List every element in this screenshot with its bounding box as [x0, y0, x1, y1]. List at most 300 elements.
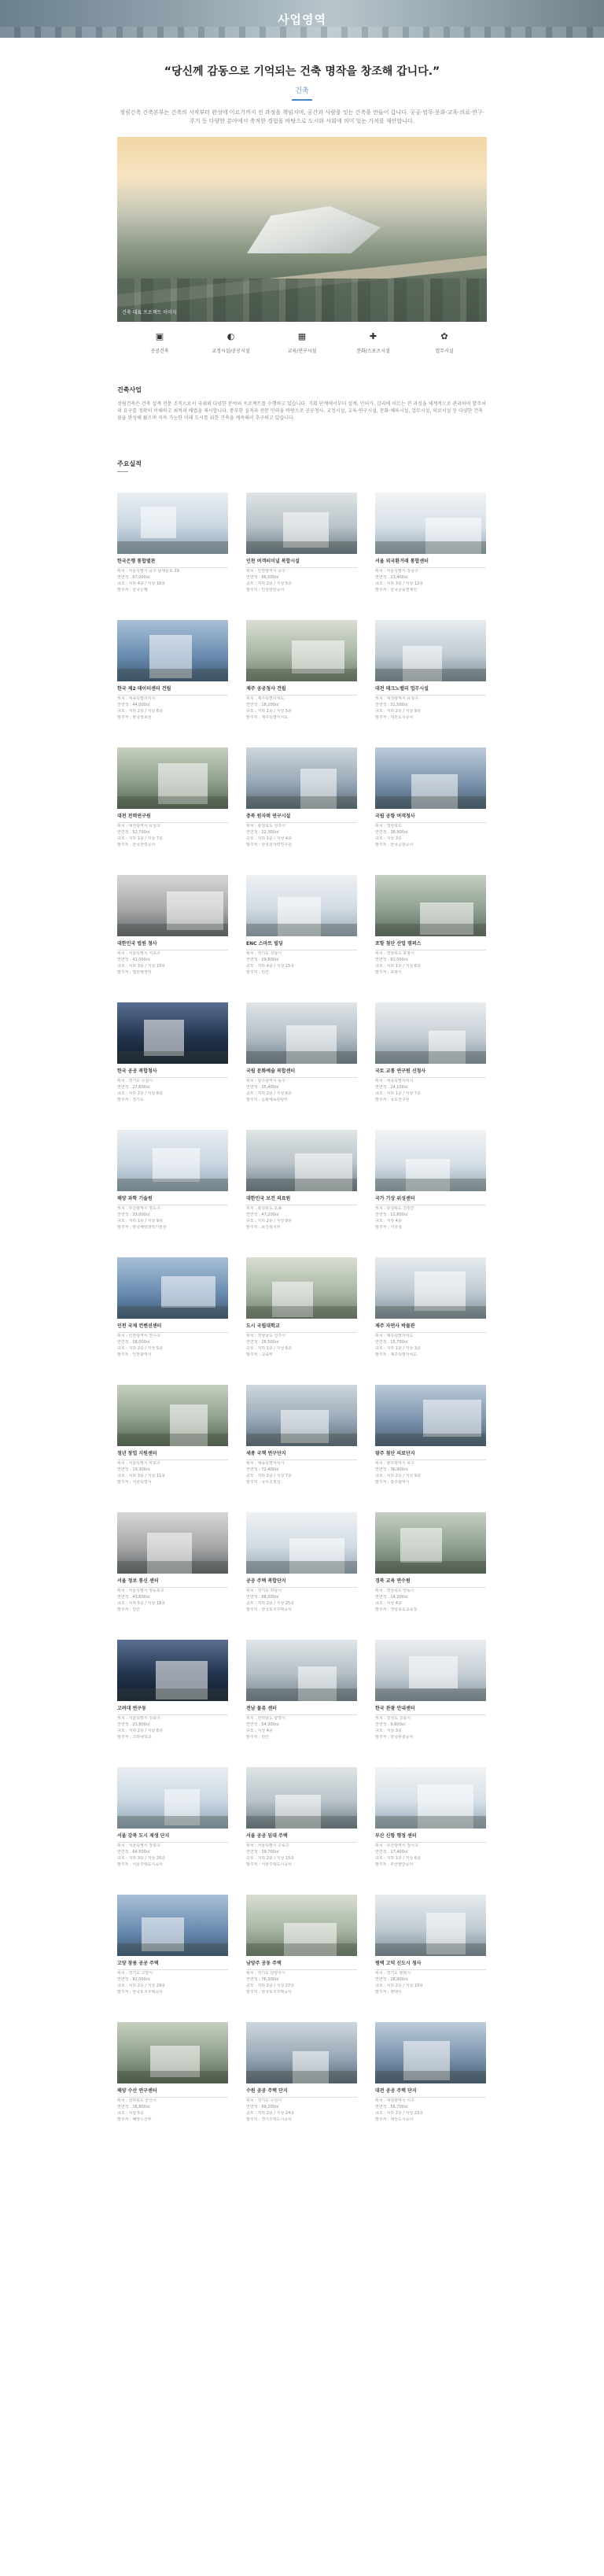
project-image[interactable]	[375, 747, 486, 809]
project-card[interactable]	[117, 1512, 228, 1613]
category-item-office[interactable]	[413, 331, 476, 354]
image-ground-shape	[117, 1561, 228, 1574]
project-card[interactable]	[117, 747, 228, 848]
project-detail: 위치 : 충청북도 진천군	[375, 1206, 414, 1211]
project-detail: 발주처 : 서울주택도시공사	[117, 1862, 163, 1867]
project-title[interactable]: 청년 창업 지원센터	[117, 1451, 157, 1456]
category-label-text: 교정시설/공공시설	[212, 349, 250, 354]
project-detail: 규모 : 지하 1층 / 지상 3층	[375, 1346, 421, 1351]
project-title[interactable]: 한국은행 통합별관	[117, 559, 156, 564]
image-building-shape	[161, 1276, 215, 1308]
project-title[interactable]: 경북 교육 연수원	[375, 1578, 411, 1584]
project-detail: 연면적 : 9,600㎡	[375, 1722, 406, 1727]
image-ground-shape	[246, 1688, 357, 1701]
project-detail: 연면적 : 28,900㎡	[375, 1977, 408, 1982]
project-card[interactable]	[375, 1385, 486, 1485]
project-detail: 규모 : 지하 3층 / 지상 12층	[375, 581, 424, 586]
project-detail: 규모 : 지하 1층 / 지상 4층	[246, 836, 292, 841]
project-detail: 발주처 : 인천항만공사	[246, 588, 285, 592]
project-card[interactable]	[246, 1512, 357, 1613]
project-card[interactable]	[117, 1130, 228, 1231]
image-ground-shape	[375, 1179, 486, 1191]
project-detail: 규모 : 지하 2층 / 지상 6층	[117, 709, 163, 714]
category-item-education[interactable]	[271, 331, 333, 354]
project-detail: 연면적 : 15,700㎡	[375, 1340, 408, 1345]
image-ground-shape	[117, 1051, 228, 1064]
image-ground-shape	[117, 924, 228, 936]
project-divider	[117, 822, 228, 823]
project-detail: 연면적 : 12,800㎡	[375, 1212, 408, 1217]
project-detail: 연면적 : 66,000㎡	[246, 575, 279, 580]
project-detail: 발주처 : 법원행정처	[117, 970, 152, 975]
category-label-text: 공공건축	[150, 349, 169, 354]
project-card[interactable]	[246, 1257, 357, 1358]
project-card[interactable]	[117, 1640, 228, 1740]
category-icon-nav	[117, 331, 487, 354]
project-image[interactable]	[375, 1895, 486, 1956]
project-divider	[375, 1587, 486, 1588]
image-ground-shape	[375, 1306, 486, 1319]
project-detail: 발주처 : 부산항만공사	[375, 1862, 414, 1867]
project-detail: 위치 : 강원도 강릉시	[375, 1716, 411, 1721]
project-title[interactable]: 국립 공항 여객청사	[375, 814, 415, 819]
works-title: 주요실적	[117, 460, 142, 467]
project-divider	[246, 1077, 357, 1078]
project-detail: 위치 : 경기도 남양주시	[246, 1971, 285, 1976]
project-detail: 규모 : 지상 3층	[375, 836, 402, 841]
project-image[interactable]	[246, 1640, 357, 1701]
project-detail: 연면적 : 92,000㎡	[117, 1977, 150, 1982]
project-detail: 발주처 : 민간	[246, 970, 270, 975]
project-detail: 위치 : 서울특별시 중구 남대문로 39	[117, 569, 179, 574]
overview-text: 정림건축은 건축 설계 전문 조직으로서 국내외 다양한 분야의 프로젝트를 수행하고 있습니다. 기획 단계에서부터 설계, 인허가, 감리에 이르는 전 과정을 체계적으로 관리하며 발주처의 요구를 정확히 이해하고 최적의 해법을 제시합니다. 풍부한 실적과 전문 인력을 바탕으로 공공청사, 교정시설, 교육·연구시설, 문화·체육시설, 업무시설, 의료시설 등 다양한 건축물을 완성해 왔으며 지속 가능한 미래 도시를 위한 건축을 계속해서 추구하고 있습니다.	[117, 401, 486, 421]
project-card[interactable]	[117, 1257, 228, 1358]
project-detail: 발주처 : 한국관광공사	[375, 1735, 414, 1740]
project-image[interactable]	[246, 1767, 357, 1829]
project-detail: 발주처 : 보건복지부	[246, 1225, 281, 1230]
hospital-icon: ✚	[369, 331, 378, 341]
project-divider	[117, 1969, 228, 1970]
project-image[interactable]	[375, 2022, 486, 2083]
project-detail: 연면적 : 31,500㎡	[375, 703, 408, 707]
project-card[interactable]	[375, 1640, 486, 1740]
category-item-public[interactable]	[128, 331, 191, 354]
project-card[interactable]	[117, 1385, 228, 1485]
project-detail: 발주처 : 경기도	[117, 1098, 144, 1102]
project-image[interactable]	[117, 1512, 228, 1574]
project-divider	[117, 1077, 228, 1078]
project-card[interactable]	[117, 620, 228, 721]
project-detail: 규모 : 지상 3층	[375, 1729, 402, 1733]
project-detail: 발주처 : 민간	[117, 1607, 141, 1612]
image-ground-shape	[117, 541, 228, 554]
project-title[interactable]: 대한민국 보건 의료원	[246, 1196, 291, 1201]
project-detail: 위치 : 세종특별자치시	[117, 696, 156, 701]
project-image[interactable]	[246, 1130, 357, 1191]
project-card[interactable]	[375, 620, 486, 721]
project-detail: 연면적 : 47,200㎡	[246, 1212, 279, 1217]
project-detail: 위치 : 서울특별시 마포구	[117, 1461, 160, 1466]
project-card[interactable]	[375, 747, 486, 848]
project-detail: 규모 : 지하 2층 / 지상 8층	[117, 1729, 163, 1733]
project-card[interactable]	[117, 493, 228, 593]
project-detail: 발주처 : 서울특별시	[117, 1480, 152, 1485]
project-title[interactable]: 인천 여객터미널 복합시설	[246, 559, 300, 564]
project-detail: 위치 : 경기도 고양시	[117, 1971, 153, 1976]
project-card[interactable]	[375, 1895, 486, 1995]
project-card[interactable]	[375, 875, 486, 976]
project-detail: 위치 : 전라북도 군산시	[117, 2098, 157, 2103]
project-divider	[117, 1332, 228, 1333]
project-divider	[246, 1332, 357, 1333]
image-ground-shape	[375, 1816, 486, 1829]
category-label: 건축	[295, 87, 309, 95]
project-title[interactable]: 인천 국제 컨벤션센터	[117, 1323, 162, 1329]
project-card[interactable]	[246, 875, 357, 976]
project-detail: 위치 : 세종특별자치시	[375, 1079, 414, 1083]
project-image[interactable]	[375, 875, 486, 936]
project-title[interactable]: 한국 관광 안내센터	[375, 1706, 415, 1711]
project-detail: 위치 : 경상남도 진주시	[246, 1334, 285, 1338]
project-card[interactable]	[117, 875, 228, 976]
project-detail: 발주처 : 경기주택도시공사	[246, 2117, 292, 2122]
image-ground-shape	[117, 796, 228, 809]
project-detail: 규모 : 지하 2층 / 지상 24층	[246, 2111, 295, 2116]
project-detail: 위치 : 서울특별시 영등포구	[117, 1589, 164, 1593]
project-image[interactable]	[246, 1512, 357, 1574]
project-image[interactable]	[117, 747, 228, 809]
project-card[interactable]	[375, 1767, 486, 1868]
project-image[interactable]	[246, 1385, 357, 1446]
project-detail: 발주처 : 한국토지주택공사	[246, 1607, 292, 1612]
project-image[interactable]	[375, 1130, 486, 1191]
project-divider	[117, 567, 228, 568]
project-detail: 규모 : 지하 2층 / 지상 9층	[375, 709, 421, 714]
project-detail: 규모 : 지하 5층 / 지상 18층	[117, 1601, 166, 1606]
project-detail: 규모 : 지하 2층 / 지상 7층	[246, 1474, 292, 1478]
project-card[interactable]	[246, 747, 357, 848]
project-divider	[246, 1842, 357, 1843]
project-title[interactable]: 대전 공공 주택 단지	[375, 2088, 417, 2094]
project-detail: 연면적 : 26,500㎡	[246, 1340, 279, 1345]
project-divider	[375, 1714, 486, 1715]
category-underline	[292, 99, 312, 101]
project-detail: 연면적 : 44,000㎡	[117, 703, 150, 707]
image-ground-shape	[117, 1943, 228, 1956]
works-title-underline	[117, 471, 128, 472]
project-detail: 연면적 : 67,000㎡	[117, 575, 150, 580]
project-card[interactable]	[246, 1002, 357, 1103]
project-detail: 발주처 : 고려대학교	[117, 1735, 152, 1740]
project-title[interactable]: 고려대 연구동	[117, 1706, 146, 1711]
project-detail: 발주처 : 인천광역시	[117, 1353, 152, 1357]
project-title[interactable]: 고양 창릉 공공 주택	[117, 1961, 159, 1966]
project-title[interactable]: 광주 첨단 의료단지	[375, 1451, 415, 1456]
category-label-text: 업무시설	[435, 349, 454, 354]
image-ground-shape	[117, 1816, 228, 1829]
project-title[interactable]: 남양주 공동 주택	[246, 1961, 282, 1966]
category-item-correction[interactable]	[200, 331, 263, 354]
project-detail: 발주처 : 한국토지주택공사	[246, 1990, 292, 1995]
project-detail: 연면적 : 17,400㎡	[375, 1850, 408, 1854]
project-image[interactable]	[246, 1895, 357, 1956]
image-ground-shape	[246, 2071, 357, 2083]
project-image[interactable]	[246, 2022, 357, 2083]
project-title[interactable]: 서울 공공 임대 주택	[246, 1833, 288, 1839]
project-image[interactable]	[246, 875, 357, 936]
project-detail: 연면적 : 16,800㎡	[117, 2105, 150, 2109]
project-title[interactable]: 한국 공공 복합청사	[117, 1068, 157, 1074]
project-card[interactable]	[246, 1385, 357, 1485]
project-card[interactable]	[117, 1895, 228, 1995]
project-image[interactable]	[375, 1767, 486, 1829]
project-detail: 위치 : 서울특별시 성북구	[117, 1716, 160, 1721]
project-image[interactable]	[117, 493, 228, 554]
image-ground-shape	[375, 2071, 486, 2083]
project-image[interactable]	[246, 747, 357, 809]
project-detail: 규모 : 지하 2층 / 지상 9층	[375, 1474, 421, 1478]
image-ground-shape	[375, 1561, 486, 1574]
project-detail: 규모 : 지하 2층 / 지상 5층	[246, 581, 292, 586]
project-detail: 연면적 : 35,400㎡	[246, 1085, 279, 1090]
project-image[interactable]	[117, 620, 228, 681]
project-title[interactable]: 도시 국립대학교	[246, 1323, 280, 1329]
project-title[interactable]: ENC 스마트 빌딩	[246, 941, 283, 947]
image-ground-shape	[246, 1561, 357, 1574]
project-detail: 위치 : 경기도 하남시	[246, 1589, 282, 1593]
project-title[interactable]: 부산 신항 행정 센터	[375, 1833, 417, 1839]
project-detail: 위치 : 서울특별시 서초구	[117, 951, 160, 956]
project-detail: 규모 : 지하 1층 / 지상 6층	[246, 1346, 292, 1351]
project-detail: 위치 : 경상북도	[375, 824, 402, 829]
project-title[interactable]: 국립 문화예술 복합센터	[246, 1068, 296, 1074]
project-detail: 위치 : 광주광역시 동구	[246, 1079, 285, 1083]
project-title[interactable]: 제주 공공청사 건립	[246, 686, 286, 692]
project-card[interactable]	[246, 1130, 357, 1231]
image-ground-shape	[117, 1434, 228, 1446]
project-detail: 규모 : 지상 4층	[375, 1219, 402, 1223]
image-building-shape	[141, 507, 176, 538]
project-title[interactable]: 충북 원자력 연구시설	[246, 814, 291, 819]
project-detail: 규모 : 지상 4층	[375, 1601, 402, 1606]
project-title[interactable]: 서울 정보 통신 센터	[117, 1578, 159, 1584]
project-divider	[375, 2097, 486, 2098]
project-detail: 연면적 : 64,500㎡	[117, 1850, 150, 1854]
project-image[interactable]	[375, 493, 486, 554]
project-detail: 규모 : 지하 2층 / 지상 25층	[246, 1601, 295, 1606]
project-card[interactable]	[117, 2022, 228, 2123]
project-title[interactable]: 전남 물류 센터	[246, 1706, 277, 1711]
project-detail: 연면적 : 39,700㎡	[246, 1850, 279, 1854]
category-item-culture[interactable]	[342, 331, 405, 354]
project-divider	[117, 2097, 228, 2098]
project-detail: 규모 : 지하 3층 / 지상 11층	[117, 1474, 166, 1478]
project-card[interactable]	[375, 1002, 486, 1103]
project-detail: 규모 : 지하 1층 / 지상 5층	[246, 709, 292, 714]
project-detail: 발주처 : 한국공항공사	[375, 843, 414, 847]
project-detail: 발주처 : 포항시	[375, 970, 402, 975]
intro-paragraph: 정림건축 건축본부는 건축의 시작부터 완성에 이르기까지 전 과정을 책임지며, 공간과 사람을 잇는 건축을 만들어 갑니다. 공공·업무·문화·교육·의료·연구·주거 등 다양한 분야에서 축적한 경험을 바탕으로 도시와 사회에 의미 있는 가치를 제안합니다.	[120, 109, 484, 124]
project-detail: 연면적 : 24,100㎡	[375, 1085, 408, 1090]
project-title[interactable]: 대한민국 법원 청사	[117, 941, 157, 947]
page-title: 사업영역	[278, 12, 326, 27]
intro-section	[0, 38, 604, 126]
project-detail: 발주처 : 광주광역시	[375, 1480, 410, 1485]
project-card[interactable]	[246, 2022, 357, 2123]
main-project-image	[117, 137, 487, 322]
project-image[interactable]	[375, 1385, 486, 1446]
project-detail: 연면적 : 33,000㎡	[117, 1212, 150, 1217]
project-image[interactable]	[117, 1767, 228, 1829]
project-detail: 발주처 : 한국금융결제원	[375, 588, 418, 592]
project-detail: 위치 : 부산광역시 강서구	[375, 1843, 418, 1848]
image-ground-shape	[375, 669, 486, 681]
project-detail: 위치 : 경기도 평택시	[375, 1971, 411, 1976]
project-title[interactable]: 대전 전력연구원	[117, 814, 151, 819]
project-title[interactable]: 한국 제2 데이터센터 건립	[117, 686, 171, 692]
project-detail: 연면적 : 76,300㎡	[246, 1977, 279, 1982]
project-card[interactable]	[246, 1895, 357, 1995]
image-building-shape	[414, 1271, 466, 1311]
project-detail: 규모 : 지하 1층 / 지상 7층	[375, 1091, 421, 1096]
project-detail: 연면적 : 19,300㎡	[117, 1467, 150, 1472]
project-card[interactable]	[375, 2022, 486, 2123]
project-image[interactable]	[375, 1002, 486, 1064]
project-detail: 연면적 : 72,400㎡	[246, 1467, 279, 1472]
project-card[interactable]	[375, 1257, 486, 1358]
project-image[interactable]	[117, 1385, 228, 1446]
project-detail: 발주처 : 해양수산부	[117, 2117, 152, 2122]
project-detail: 발주처 : 한국은행	[117, 588, 148, 592]
project-title[interactable]: 포항 첨단 산업 캠퍼스	[375, 941, 422, 947]
project-card[interactable]	[246, 1640, 357, 1740]
project-detail: 연면적 : 88,000㎡	[246, 1595, 279, 1600]
project-image[interactable]	[375, 1512, 486, 1574]
project-image[interactable]	[117, 1895, 228, 1956]
project-detail: 위치 : 경기도 수원시	[117, 1079, 153, 1083]
project-image[interactable]	[375, 620, 486, 681]
project-detail: 규모 : 지하 2층 / 지상 29층	[117, 1984, 166, 1988]
project-title[interactable]: 평택 고덕 신도시 청사	[375, 1961, 422, 1966]
project-detail: 위치 : 전라남도 광양시	[246, 1716, 285, 1721]
project-detail: 연면적 : 21,800㎡	[117, 1722, 150, 1727]
building-icon: ▣	[155, 331, 164, 341]
project-detail: 규모 : 지하 2층 / 지상 23층	[375, 2111, 424, 2116]
project-detail: 규모 : 지하 2층 / 지상 8층	[117, 1091, 163, 1096]
project-title[interactable]: 서울 강북 도시 재생 단지	[117, 1833, 170, 1839]
project-title[interactable]: 국가 기상 위성센터	[375, 1196, 415, 1201]
office-icon: ▦	[297, 331, 307, 341]
project-detail: 발주처 : 한국정보원	[117, 715, 152, 720]
project-image[interactable]	[117, 1130, 228, 1191]
factory-icon: ◐	[226, 331, 235, 341]
project-divider	[375, 1969, 486, 1970]
project-detail: 규모 : 지하 4층 / 지상 15층	[246, 964, 295, 969]
project-image[interactable]	[117, 1002, 228, 1064]
image-ground-shape	[117, 1179, 228, 1191]
project-image[interactable]	[117, 2022, 228, 2083]
project-title[interactable]: 세종 국책 연구단지	[246, 1451, 286, 1456]
project-detail: 연면적 : 54,300㎡	[246, 1722, 279, 1727]
project-title[interactable]: 서울 외국환거래 통합센터	[375, 559, 429, 564]
project-card[interactable]	[117, 1767, 228, 1868]
project-title[interactable]: 해양 수산 연구센터	[117, 2088, 157, 2094]
project-image[interactable]	[246, 1257, 357, 1319]
project-image[interactable]	[246, 1002, 357, 1064]
project-divider	[117, 1842, 228, 1843]
project-image[interactable]	[117, 1257, 228, 1319]
project-detail: 위치 : 대전광역시 유성구	[375, 696, 418, 701]
project-image[interactable]	[117, 1640, 228, 1701]
image-ground-shape	[375, 1943, 486, 1956]
project-detail: 규모 : 지하 1층 / 지상 6층	[375, 964, 421, 969]
project-card[interactable]	[375, 1130, 486, 1231]
project-card[interactable]	[117, 1002, 228, 1103]
project-detail: 발주처 : 제주특별자치도	[375, 1353, 418, 1357]
image-ground-shape	[246, 1179, 357, 1191]
project-detail: 연면적 : 69,200㎡	[246, 2105, 279, 2109]
project-card[interactable]	[375, 493, 486, 593]
project-divider	[117, 1714, 228, 1715]
project-detail: 발주처 : 한국토지주택공사	[117, 1990, 163, 1995]
project-image[interactable]	[117, 875, 228, 936]
image-ground-shape	[117, 1306, 228, 1319]
project-detail: 연면적 : 38,900㎡	[375, 830, 408, 835]
project-title[interactable]: 제주 자연사 박물관	[375, 1323, 415, 1329]
project-card[interactable]	[246, 1767, 357, 1868]
image-ground-shape	[117, 1688, 228, 1701]
project-detail: 발주처 : 한국해양과학기술원	[117, 1225, 167, 1230]
project-divider	[375, 567, 486, 568]
project-detail: 발주처 : 국무조정실	[246, 1480, 281, 1485]
image-building-shape	[423, 1400, 481, 1437]
project-title[interactable]: 해양 과학 기술원	[117, 1196, 153, 1201]
project-divider	[117, 1587, 228, 1588]
project-detail: 위치 : 서울특별시 강북구	[117, 1843, 160, 1848]
project-detail: 연면적 : 23,400㎡	[375, 575, 408, 580]
project-image[interactable]	[375, 1257, 486, 1319]
image-building-shape	[153, 1148, 200, 1182]
project-detail: 발주처 : 국토연구원	[375, 1098, 410, 1102]
project-divider	[375, 695, 486, 696]
project-detail: 연면적 : 61,000㎡	[375, 958, 408, 962]
project-divider	[375, 1077, 486, 1078]
project-title[interactable]: 대전 테크노밸리 업무시설	[375, 686, 429, 692]
project-detail: 위치 : 대전광역시 서구	[375, 2098, 414, 2103]
project-image[interactable]	[375, 1640, 486, 1701]
overview-title: 건축사업	[117, 386, 142, 393]
project-detail: 규모 : 지하 1층 / 지상 9층	[117, 1219, 163, 1223]
project-title[interactable]: 수원 공공 주택 단지	[246, 2088, 288, 2094]
category-label-text: 문화/스포츠시설	[356, 349, 390, 354]
image-building-shape	[409, 1656, 458, 1688]
project-detail: 발주처 : 한국원자력연구원	[246, 843, 292, 847]
project-detail: 위치 : 충청북도 오송	[246, 1206, 282, 1211]
project-detail: 연면적 : 58,700㎡	[375, 2105, 408, 2109]
project-divider	[246, 1969, 357, 1970]
project-detail: 연면적 : 27,600㎡	[117, 1085, 150, 1090]
project-title[interactable]: 공공 주택 복합단지	[246, 1578, 286, 1584]
project-image[interactable]	[246, 493, 357, 554]
project-divider	[375, 1842, 486, 1843]
project-card[interactable]	[246, 620, 357, 721]
project-card[interactable]	[246, 493, 357, 593]
project-divider	[246, 1714, 357, 1715]
project-card[interactable]	[375, 1512, 486, 1613]
project-title[interactable]: 국토 교통 연구원 신청사	[375, 1068, 426, 1074]
project-image[interactable]	[246, 620, 357, 681]
image-ground-shape	[246, 1306, 357, 1319]
